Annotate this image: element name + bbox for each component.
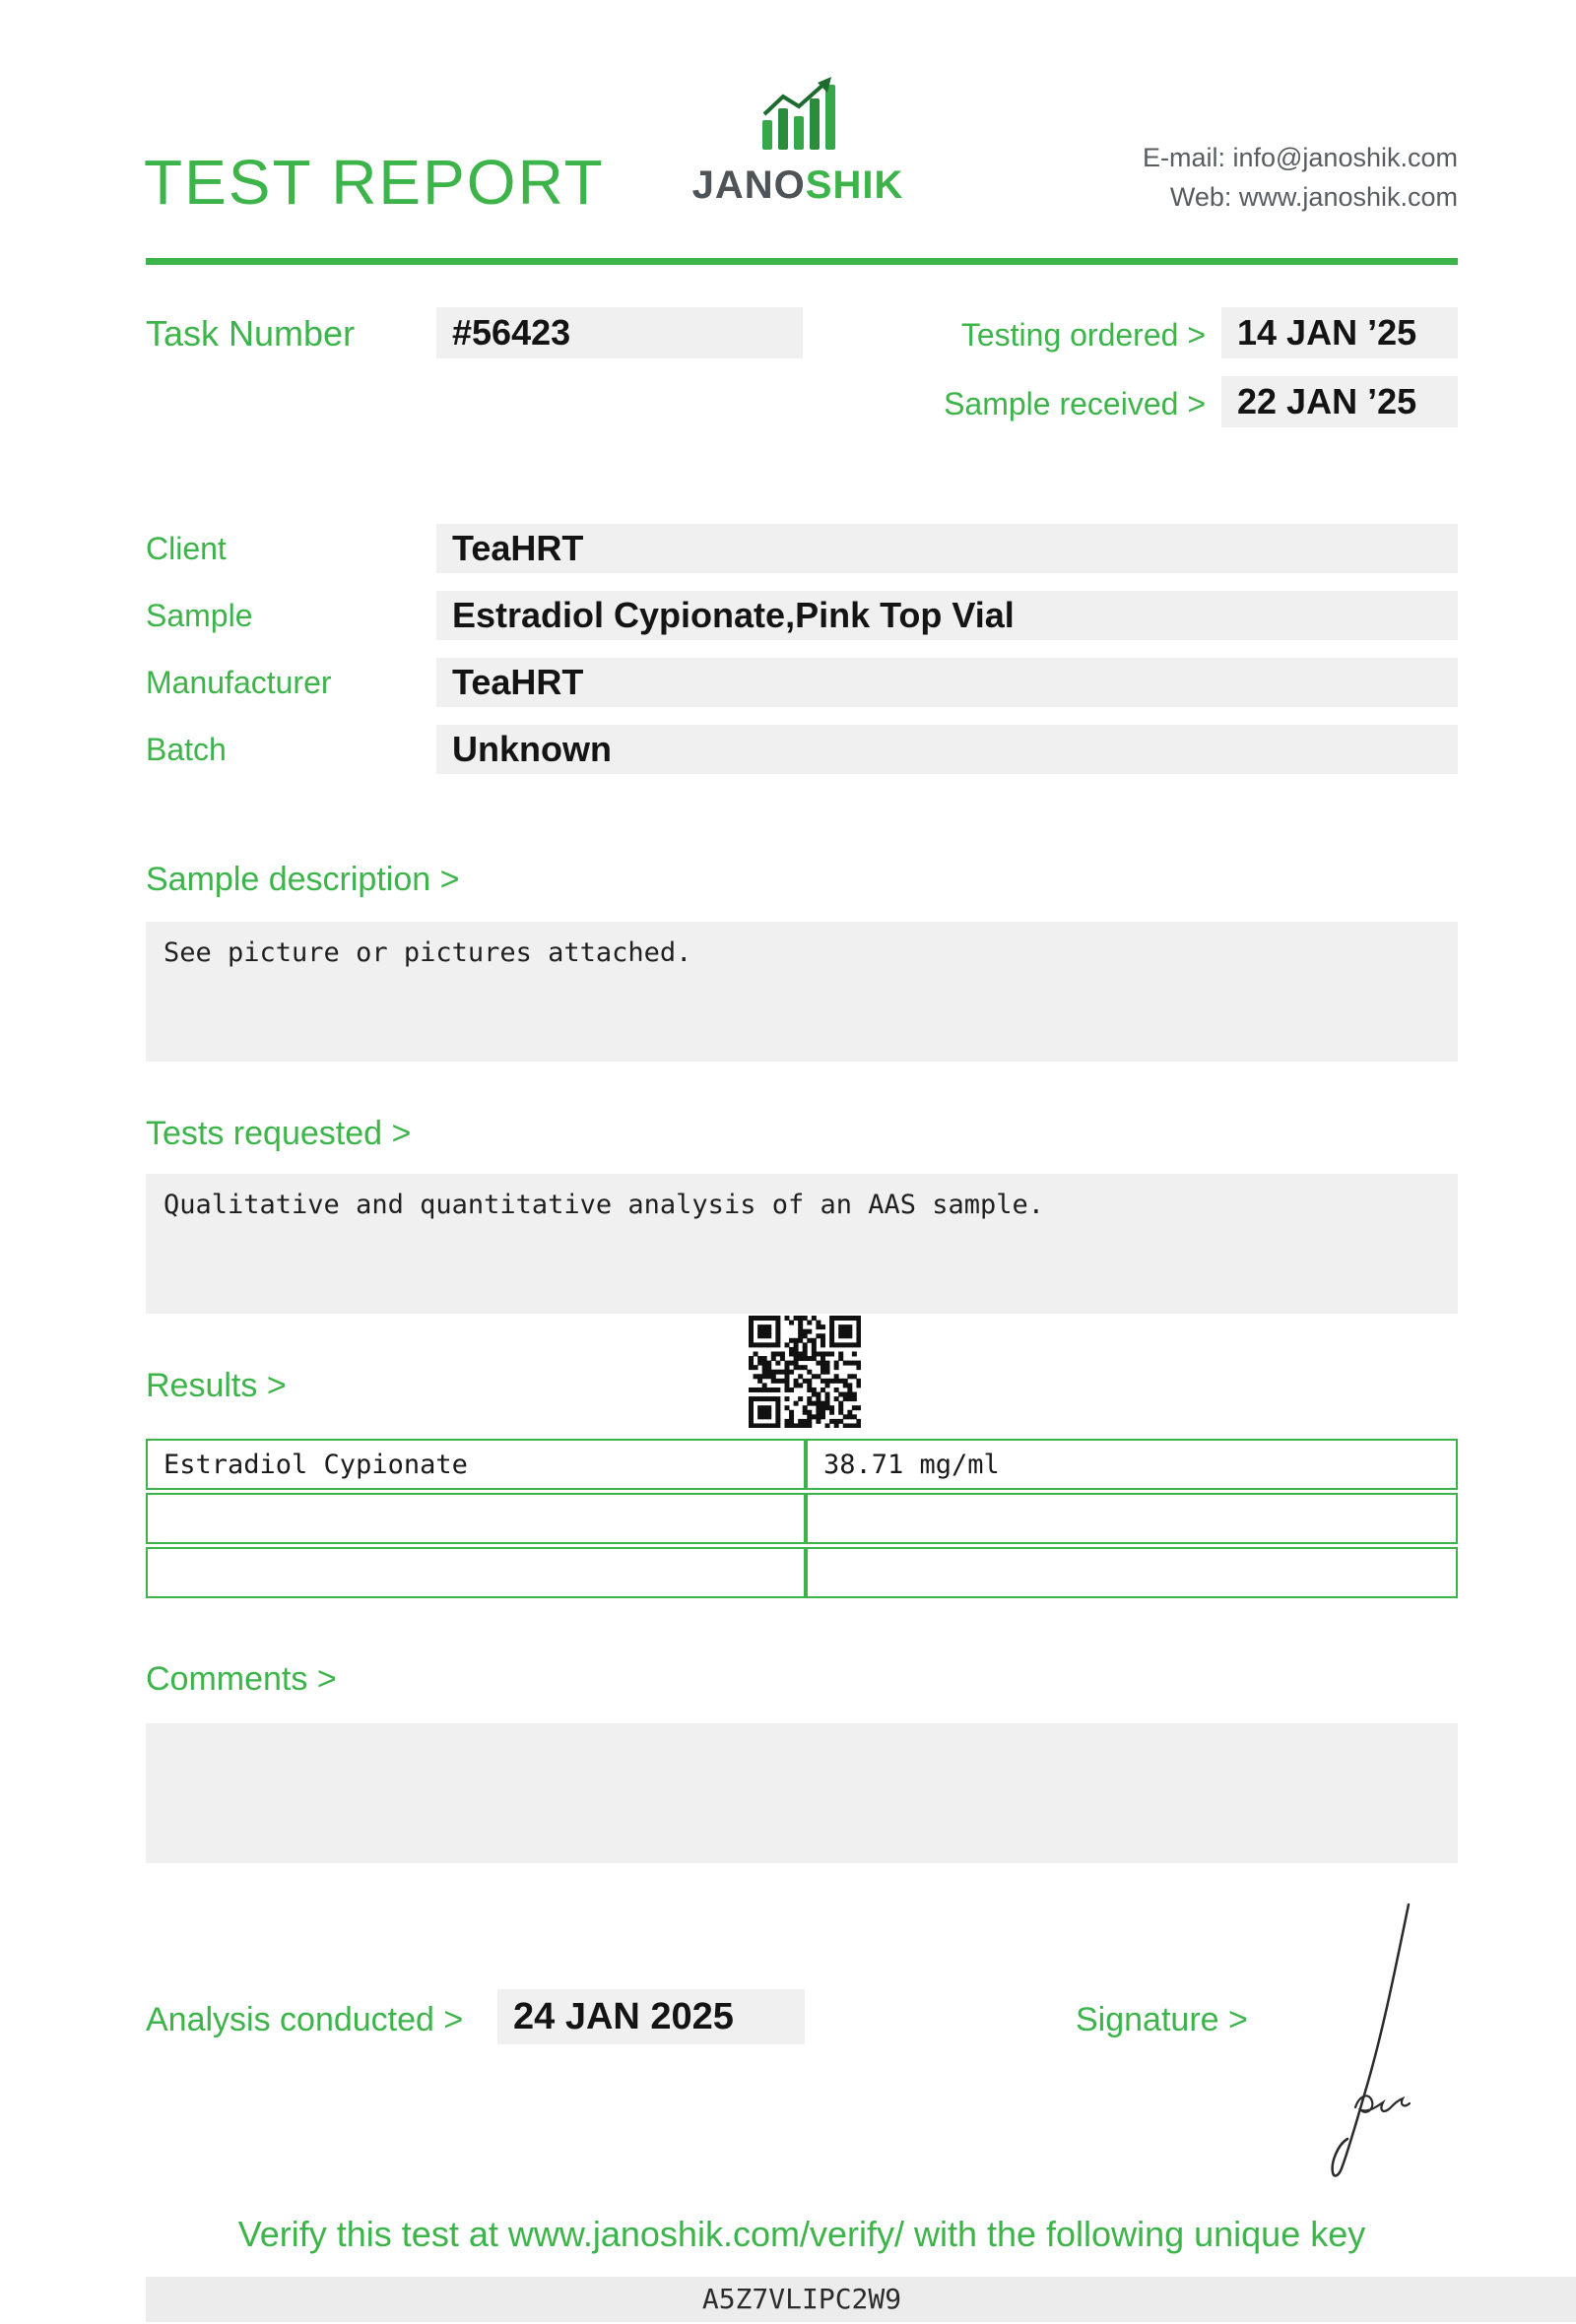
testing-ordered-label: Testing ordered > xyxy=(960,317,1206,353)
sample-value: Estradiol Cypionate,Pink Top Vial xyxy=(436,591,1458,640)
sample-received-label: Sample received > xyxy=(944,386,1206,421)
logo-wordmark xyxy=(678,163,918,208)
results-row xyxy=(146,1439,1458,1490)
analysis-date: 24 JAN 2025 xyxy=(497,1989,805,2044)
contact-info xyxy=(1143,138,1458,217)
sample-received-date: 22 JAN ’25 xyxy=(1221,376,1458,427)
verify-instruction: Verify this test at www.janoshik.com/verify/ with the following unique key xyxy=(237,2214,1366,2254)
testing-ordered-date: 14 JAN ’25 xyxy=(1221,307,1458,358)
manufacturer-value: TeaHRT xyxy=(436,658,1458,707)
comments-label: Comments > xyxy=(146,1660,337,1698)
tests-requested-label: Tests requested > xyxy=(146,1115,412,1152)
page-title: TEST REPORT xyxy=(144,147,605,218)
substance-cell xyxy=(146,1493,806,1544)
results-row xyxy=(146,1547,1458,1598)
result-cell xyxy=(806,1547,1458,1598)
tests-requested-box: Qualitative and quantitative analysis of an AAS sample. xyxy=(146,1174,1458,1314)
task-number-value: #56423 xyxy=(436,307,803,358)
contact-web: Web: www.janoshik.com xyxy=(1169,182,1458,212)
comments-box xyxy=(146,1723,1458,1863)
results-label: Results > xyxy=(146,1367,287,1404)
sample-description-label: Sample description > xyxy=(146,861,460,898)
substance-cell: Estradiol Cypionate xyxy=(146,1439,806,1490)
result-cell xyxy=(806,1493,1458,1544)
results-row xyxy=(146,1493,1458,1544)
results-table xyxy=(146,1436,1458,1601)
batch-label: Batch xyxy=(146,732,227,767)
sample-description-box: See picture or pictures attached. xyxy=(146,922,1458,1062)
batch-value: Unknown xyxy=(436,725,1458,774)
substance-cell xyxy=(146,1547,806,1598)
qr-code xyxy=(749,1316,861,1428)
logo-wordmark-accent: SHIK xyxy=(805,163,904,207)
signature-label: Signature > xyxy=(1076,2001,1248,2038)
contact-email: E-mail: info@janoshik.com xyxy=(1142,143,1458,172)
verify-key: A5Z7VLIPC2W9 xyxy=(701,2283,902,2315)
verify-key-bar xyxy=(146,2277,1576,2322)
analysis-conducted-label: Analysis conducted > xyxy=(146,2001,464,2038)
header-divider xyxy=(146,258,1458,265)
result-cell: 38.71 mg/ml xyxy=(806,1439,1458,1490)
sample-label: Sample xyxy=(146,598,253,633)
manufacturer-label: Manufacturer xyxy=(146,665,332,700)
client-value: TeaHRT xyxy=(436,524,1458,573)
logo-wordmark-primary: JANO xyxy=(691,163,806,207)
signature-image xyxy=(1298,1899,1446,2189)
client-label: Client xyxy=(146,531,227,566)
bar-chart-logo-icon xyxy=(756,75,847,161)
task-number-label: Task Number xyxy=(146,313,356,354)
